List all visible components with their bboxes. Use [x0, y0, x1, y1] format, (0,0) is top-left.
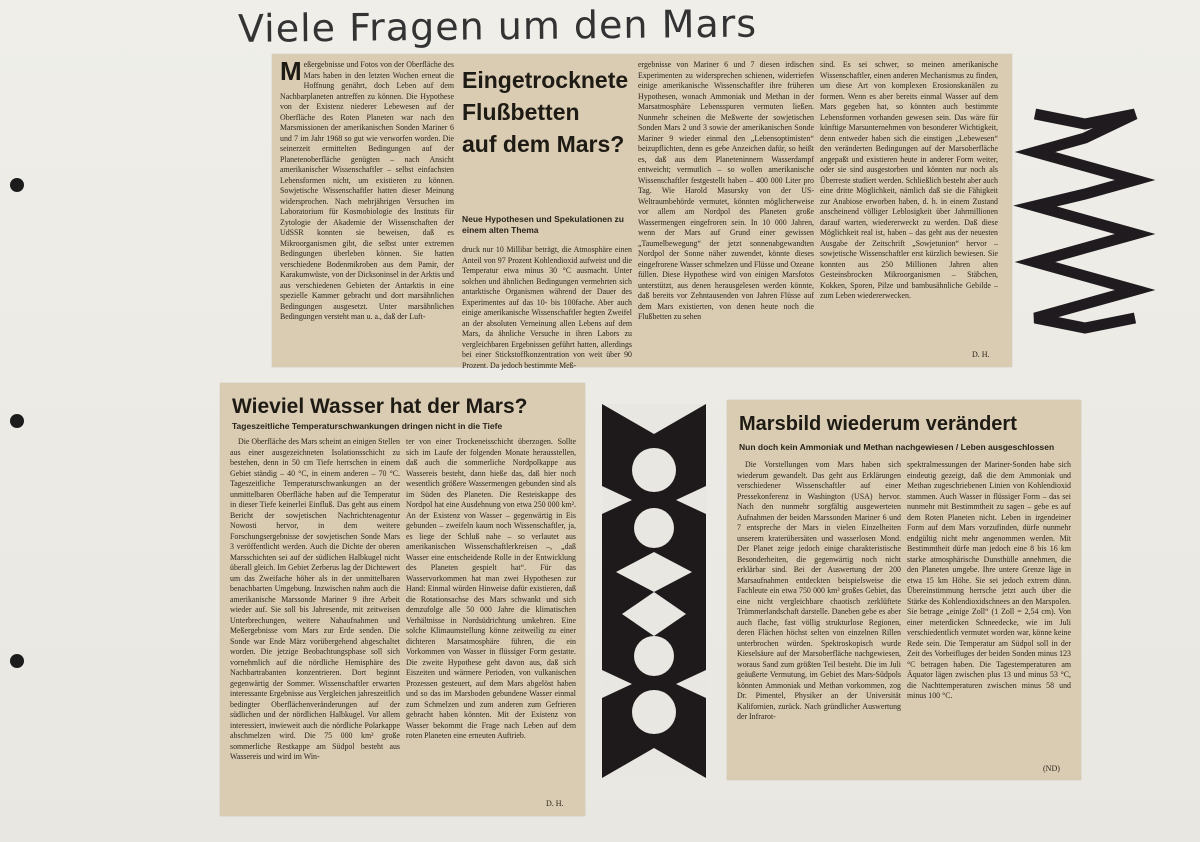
headline-line: Eingetrocknete — [462, 67, 629, 93]
article2-headline: Wieviel Wasser hat der Mars? — [232, 395, 528, 418]
article1-col2-text: druck nur 10 Millibar beträgt, die Atmosphäre einen Anteil von 97 Prozent Kohlendioxid aufweist und die Temperatur etwa minus 30 °C ausmacht. Unter solchen und ähnlichen Bedingungen vermehrten sich antarktische Organismen während der Dauer des Experimentes auf das 10- bis 100fache. Aber auch einige amerikanische Wissenschaftler hegten Zweifel an der absoluten Verneinung allen Lebens auf dem Mars, da ähnliche Versuche in ihren Labors zu vergleichbaren Ergebnissen geführt hatten, allerdings bei einer Stickstoffkonzentration von weit über 90 Prozent. Da jedoch bestimmte Meß- — [462, 245, 632, 370]
article1-headline — [462, 64, 627, 214]
punch-hole — [10, 178, 24, 192]
clipping-marsbild — [727, 400, 1081, 780]
article3-signature: (ND) — [1043, 764, 1060, 773]
drop-cap: M — [280, 56, 302, 86]
article1-column-4 — [820, 60, 998, 348]
clipping-wieviel-wasser — [220, 383, 585, 816]
article1-col3-text: ergebnisse von Mariner 6 und 7 diesen irdischen Experimenten zu widersprechen schienen, widerriefen einige amerikanische Wissenschaftler ihre früheren Hypothesen, wonach Ammoniak und Methan in der Marsatmosphäre Lebensspuren vermuten ließen. Nunmehr scheinen die Meßwerte der sowjetischen Sonden Mars 2 und 3 sowie der amerikanischen Sonde Mariner 9 wieder einmal den „Lebensoptimisten“ beizupflichten, denn es gebe Anzeichen dafür, so heißt es, daß aus dem Planeteninnern Wasserdampf entweicht; vermutlich – so wollen amerikanische Wissenschaftler festgestellt haben – 400 000 Liter pro Tag. Wie Harold Masursky von der US-Weltraumbehörde vermutet, könnten möglicherweise vor allem am Nordpol des Planeten große Wassermengen eingefroren sein. In 10 000 Jahren, wenn der Mars auf Grund einer gewissen „Taumelbewegung“ der jetzt sonnenabgewandten Nordpol der Sonne näher zuwendet, könnte dieses eingefrorene Wasser schmelzen und Flüsse und Ozeane füllen. Diese Hypothese wird von einigen Marsfotos unterstützt, aus denen herausgelesen werden könnte, daß bereits vor Zehntausenden von Jahren Flüsse auf dem Mars existierten, von denen heute noch die Flußbetten zu sehen — [638, 60, 814, 321]
handwritten-title: Viele Fragen um den Mars — [237, 1, 758, 51]
article2-signature: D. H. — [546, 799, 564, 808]
article2-column-1 — [230, 437, 400, 809]
article1-column-2 — [462, 245, 632, 370]
headline-line: auf dem Mars? — [462, 131, 625, 157]
article1-signature: D. H. — [972, 350, 990, 359]
article2-col2-text: ter von einer Trockeneisschicht überzogen. Sollte sich im Laufe der folgenden Monate herausstellen, daß auch die sommerliche Nordpolkappe aus Wassereis besteht, dann hieße das, daß hier noch wesentlich größere Wassermengen gebunden sind als im Süden des Planeten. Die Resteiskappe des Nordpol hat eine Ausdehnung von etwa 250 000 km². An der Existenz von Wasser – gegenwärtig in Eis gebunden – zweifeln kaum noch Wissenschaftler, ja, es liege der Schluß nahe – so verlautet aus amerikanischen Wissenschaftlerkreisen –, „daß Wasser eine entscheidende Rolle in der Entwicklung des Planeten gespielt hat“. Für das Wasservorkommen hat man zwei Hypothesen zur Hand: Einmal würden Hinweise dafür existieren, daß die Rotationsachse des Mars schwankt und sich demzufolge alle 50 000 Jahre die klimatischen Verhältnisse in Nordsüdrichtung umkehren. Eine solche Klimaumstellung könne zeitweilig zu einer dichteren Marsatmosphäre führen, die ein Vorkommen von Wasser in flüssiger Form gestatte. Die zweite Hypothese geht davon aus, daß sich Eiszeiten und wärmere Perioden, von vulkanischen Prozessen gesteuert, auf dem Mars abgelöst haben und so das im Marsboden gebundene Wasser einmal zum Schmelzen und zum anderen zum Gefrieren gebracht haben könnten. Mit der Existenz von Wasser bekommt die Frage nach Leben auf dem roten Planeten eine erneuten Auftrieb. — [406, 437, 576, 740]
clipping-flussbetten — [272, 54, 1012, 370]
article2-column-2 — [406, 437, 576, 795]
headline-line: Flußbetten — [462, 99, 580, 125]
punch-hole — [10, 414, 24, 428]
article3-subheadline: Nun doch kein Ammoniak und Methan nachgewiesen / Leben ausgeschlossen — [739, 442, 1055, 452]
article1-col1-text: eßergebnisse und Fotos von der Oberfläche des Mars haben in den letzten Wochen erneut die Hoffnung genährt, doch Leben auf dem Nachbarplaneten antreffen zu können. Die Hypothese von der Existenz niederer Lebewesen auf der Oberfläche des Roten Planeten war nach den Marsmissionen der amerikanischen Sonden Mariner 6 und 7 im Jahr 1968 so gut wie verworfen worden. Die seinerzeit ermittelten Bedingungen auf der Planetenoberfläche genügten – nach Ansicht amerikanischer Wissenschaftler – selbst einfachsten Lebensformen nicht, um existieren zu können. Sowjetische Wissenschaftler hatten dieser Meinung widersprochen. Nach mehrjährigen Versuchen im Laboratorium für Kosmobiologie des Instituts für Zytologie der Akademie der Wissenschaften der UdSSR konnten sie beweisen, daß es Mikroorganismen gibt, die selbst unter extremen Bedingungen überleben können. Sie hatten verschiedene Bodenmikroben aus dem Pamir, der Karakumwüste, von der Dicksoninsel in der Arktis und aus verschiedenen Gebieten der Antarktis in eine spezielle Kammer gebracht und dort marsähnlichen Bedingungen ausgesetzt. Unter marsähnlichen Bedingungen versteht man u. a., daß der Luft- — [280, 60, 455, 321]
article3-col1-text: Die Vorstellungen vom Mars haben sich wiederum gewandelt. Das geht aus Erklärungen verschiedener Wissenschaftler auf einer Pressekonferenz in Washington (USA) hervor. Nach den nunmehr sorgfältig ausgewerteten Aufnahmen der beiden Marssonden Mariner 6 und 7 entspreche der Mars in vielen Einzelheiten unserem kraterübersäten und wasserlosen Mond. Der Planet zeige jedoch einige charakteristische Besonderheiten, die gegenwärtig noch nicht erklärbar sind. Bei der Auswertung der 200 Marsaufnahmen entdeckten beispielsweise die Fachleute ein etwa 750 000 km² großes Gebiet, das eine nicht vergleichbare chaotisch zerklüftete Trümmerlandschaft darstelle. Daneben gebe es aber auch flache, fast völlig strukturlose Regionen, deren Flächen höchst selten von einzelnen Rillen unterbrochen würden. Spektroskopisch wurde Kieselsäure auf der Marsoberfläche nachgewiesen, woraus Sand zum größten Teil besteht. Die im Juli geäußerte Vermutung, im Gebiet des Mars-Südpols könnten Ammoniak und Methan vorkommen, zog Dr. Pimentel, Physiker an der Universität Kalifornien, zurück. Nach gründlicher Auswertung der Infrarot- — [737, 460, 901, 721]
article3-column-2 — [907, 460, 1071, 760]
article3-column-1 — [737, 460, 901, 772]
article1-col4-text: sind. Es sei schwer, so meinen amerikanische Wissenschaftler, einen anderen Mechanismus zu finden, um diese Art von komplexen Erosionskanälen zu formen. Wenn es aber bereits einmal Wasser auf dem Mars gegeben hat, so könnten auch bestimmte Lebensformen vorhanden gewesen sein. Das wäre für künftige Marsunternehmen von besonderer Wichtigkeit, denn entweder haben sich die einstigen „Lebewesen“ den veränderten Bedingungen auf der Marsoberfläche angepaßt und existieren heute in anderer Form weiter, oder sie sind ausgestorben und könnten nur noch als Überreste studiert werden. Schließlich besteht aber auch eine dritte Möglichkeit, nämlich daß sie die Fähigkeit zur Anabiose erworben haben, d. h. in einem Zustand anscheinend völliger Leblosigkeit über Jahrmillionen darauf warten, wiedererweckt zu werden. Daß diese Möglichkeit real ist, haben – das geht aus der neuesten Ausgabe der Zeitschrift „Sowjetunion“ hervor – sowjetische Wissenschaftler erst kürzlich bewiesen. Sie konnten aus 250 Millionen Jahren alten Gesteinsbrocken Mikroorganismen – Stäbchen, Kokken, Sporen, Pilze und bambusähnliche Gebilde – zum Leben wiedererwecken. — [820, 60, 998, 300]
article1-subheadline: Neue Hypothesen und Spekulationen zu einem alten Thema — [462, 214, 624, 235]
article3-col2-text: spektralmessungen der Mariner-Sonden habe sich eindeutig gezeigt, daß die dem Ammoniak und Methan zugeschriebenen Linien von Kohlendioxid stammen. Auch Wasser in flüssiger Form – das sei nunmehr mit Bestimmtheit zu sagen – gebe es auf dem Roten Planeten nicht. Leben in irgendeiner Form auf dem Mars vorzufinden, dürfe nunmehr endgültig nicht mehr angenommen werden. Mit Bestimmtheit dürfe man jedoch eine 8 bis 16 km starke atmosphärische Dunsthülle annehmen, die den Planeten umgebe. Ihre untere Grenze läge in etwa 15 km Höhe. Sie sei jedoch extrem dünn. Übereinstimmung herrsche jetzt auch über die Stärke des Kohlendioxidschnees an den Marspolen. Sie betrage „einige Zoll“ (1 Zoll = 2,54 cm). Von einer meterdicken Schneedecke, wie im Juli verschiedentlich vermutet worden war, könne keine Rede sein. Die Temperatur am Südpol soll in der Zeit des Vorbeifluges der beiden Sonden minus 123 °C betragen haben. Die Tagestemperaturen am Äquator lägen zwischen plus 13 und minus 53 °C, die Nachttemperaturen zwischen minus 58 und minus 100 °C. — [907, 460, 1071, 700]
geometric-ornament — [602, 404, 706, 778]
article1-column-3 — [638, 60, 814, 360]
punch-hole — [10, 654, 24, 668]
article2-subheadline: Tageszeitliche Temperaturschwankungen dringen nicht in die Tiefe — [232, 421, 503, 431]
zigzag-ornament — [1030, 106, 1140, 334]
article1-column-1 — [280, 56, 455, 360]
article2-col1-text: Die Oberfläche des Mars scheint an einigen Stellen aus einer ausgezeichneten Isolationsschicht zu bestehen, denn in 50 cm Tiefe herrschen in einem Gebiet ständig – 40 °C, in einem anderen – 70 °C. Tageszeitliche Temperaturschwankungen an der unmittelbaren Oberfläche haben auf die Temperatur in dieser Tiefe keinerlei Einfluß. Das geht aus einem Bericht der sowjetischen Nachrichtenagentur Nowosti hervor, in dem weitere Forschungsergebnisse der sowjetischen Sonde Mars 3 veröffentlicht werden. Auch die Dichte der oberen Marsschichten sei auf der südlichen Halbkugel nicht überall gleich. Im Gebiet Zerberus lag der Dichtewert um das Zweifache höher als in der unmittelbaren benachbarten Umgebung. Inzwischen nahm auch die amerikanische Marssonde Mariner 9 ihre Arbeit wieder auf. Sie soll bis Jahresende, mit zeitweisen Unterbrechungen, weitere Nahaufnahmen und Meßergebnisse vom Mars zur Erde senden. Die Sonde war Ende März vorübergehend abgeschaltet worden. Die jetzige Beobachtungsphase soll sich vornehmlich auf die nördliche Hemisphäre des Nachbartrabanten konzentrieren. Dort beginnt gegenwärtig der Sommer. Wissenschaftler erwarten interessante Ergebnisse aus Vergleichen jahreszeitlich bedingter Oberflächenveränderungen auf der südlichen und der nördlichen Halbkugel. Vor allem interessiert, inwieweit auch die nördliche Polarkappe abschmelzen wird. Die 75 000 km² große sommerliche Restkappe am Südpol besteht aus Wassereis und wird im Win- — [230, 437, 400, 761]
article3-headline: Marsbild wiederum verändert — [739, 413, 1017, 435]
